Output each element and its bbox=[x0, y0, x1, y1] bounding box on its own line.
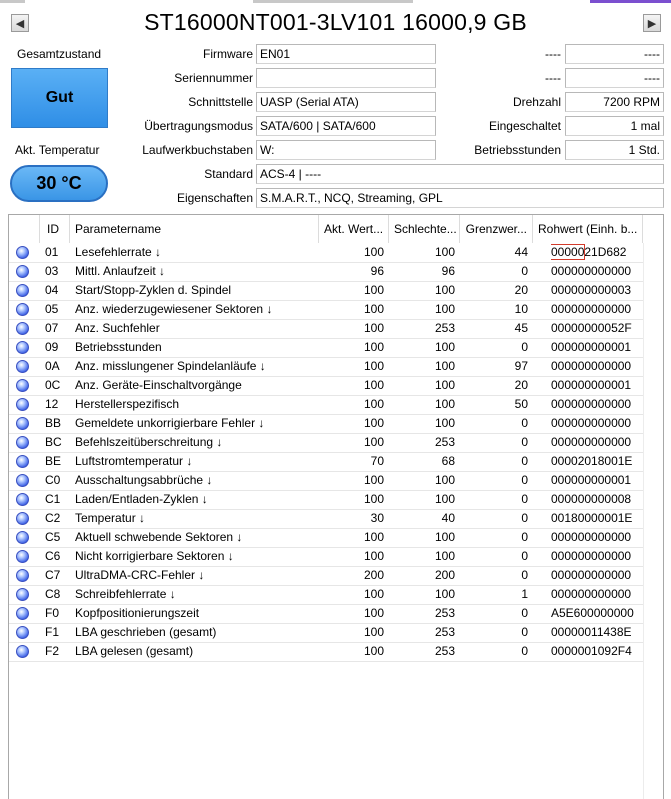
cell-name: Betriebsstunden bbox=[75, 340, 162, 354]
raw-value-text: 000000000008 bbox=[551, 492, 632, 506]
raw-value-rest: 21D682 bbox=[584, 245, 627, 259]
status-ok-icon bbox=[16, 303, 29, 316]
cell-threshold: 0 bbox=[521, 511, 528, 525]
cell-name: Aktuell schwebende Sektoren ↓ bbox=[75, 530, 243, 544]
status-ok-icon bbox=[16, 322, 29, 335]
raw-value-text: 000000000000 bbox=[551, 416, 632, 430]
table-row[interactable] bbox=[9, 471, 643, 491]
info-label-firmware: Firmware bbox=[203, 47, 253, 61]
info-field-power_count: 1 mal bbox=[565, 116, 664, 136]
cell-current: 100 bbox=[363, 625, 384, 639]
cell-raw bbox=[551, 281, 643, 300]
cell-threshold: 44 bbox=[514, 245, 528, 259]
temperature-label: Akt. Temperatur bbox=[15, 143, 100, 157]
column-header-threshold[interactable]: Grenzwer... bbox=[460, 215, 533, 243]
status-ok-icon bbox=[16, 360, 29, 373]
cell-name: Luftstromtemperatur ↓ bbox=[75, 454, 193, 468]
raw-value-text: 000000000003 bbox=[551, 283, 632, 297]
cell-worst: 100 bbox=[434, 302, 455, 316]
cell-current: 100 bbox=[363, 245, 384, 259]
cell-id: C8 bbox=[45, 587, 61, 601]
cell-current: 100 bbox=[363, 530, 384, 544]
raw-value-text: 000000000001 bbox=[551, 378, 632, 392]
status-ok-icon bbox=[16, 436, 29, 449]
cell-current: 100 bbox=[363, 644, 384, 658]
info-field-drive_letters: W: bbox=[256, 140, 436, 160]
cell-raw bbox=[551, 509, 643, 528]
cell-id: 07 bbox=[45, 321, 59, 335]
table-row[interactable] bbox=[9, 338, 643, 358]
column-header-name[interactable]: Parametername bbox=[70, 215, 319, 243]
standard-label: Standard bbox=[204, 167, 253, 181]
cell-raw bbox=[551, 338, 643, 357]
cell-id: F0 bbox=[45, 606, 60, 620]
cell-raw bbox=[551, 433, 643, 452]
cell-raw bbox=[551, 623, 643, 642]
cell-raw bbox=[551, 395, 643, 414]
raw-value-text: A5E600000000 bbox=[551, 606, 634, 620]
cell-worst: 100 bbox=[434, 587, 455, 601]
accent-bar-left bbox=[0, 0, 25, 3]
cell-name: Mittl. Anlaufzeit ↓ bbox=[75, 264, 166, 278]
raw-value-text: 00002018001E bbox=[551, 454, 633, 468]
cell-worst: 100 bbox=[434, 359, 455, 373]
status-ok-icon bbox=[16, 341, 29, 354]
column-header-raw[interactable]: Rohwert (Einh. b... bbox=[533, 215, 643, 243]
temperature-status-button[interactable]: 30 °C bbox=[10, 165, 108, 202]
cell-threshold: 0 bbox=[521, 492, 528, 506]
status-ok-icon bbox=[16, 588, 29, 601]
cell-id: C2 bbox=[45, 511, 61, 525]
accent-bar-right bbox=[590, 0, 671, 3]
table-row[interactable] bbox=[9, 395, 643, 415]
cell-current: 100 bbox=[363, 492, 384, 506]
cell-worst: 68 bbox=[441, 454, 455, 468]
info-field-rpm: 7200 RPM bbox=[565, 92, 664, 112]
cell-current: 100 bbox=[363, 416, 384, 430]
raw-value-text: 000000000000 bbox=[551, 435, 632, 449]
status-ok-icon bbox=[16, 417, 29, 430]
previous-disk-button[interactable] bbox=[11, 14, 29, 32]
cell-current: 100 bbox=[363, 359, 384, 373]
table-row[interactable] bbox=[9, 547, 643, 567]
cell-current: 100 bbox=[363, 473, 384, 487]
cell-raw bbox=[551, 604, 643, 623]
cell-name: Gemeldete unkorrigierbare Fehler ↓ bbox=[75, 416, 265, 430]
cell-name: UltraDMA-CRC-Fehler ↓ bbox=[75, 568, 205, 582]
cell-worst: 100 bbox=[434, 530, 455, 544]
cell-current: 100 bbox=[363, 302, 384, 316]
column-header-current[interactable]: Akt. Wert... bbox=[319, 215, 389, 243]
status-ok-icon bbox=[16, 455, 29, 468]
cell-id: 0C bbox=[45, 378, 61, 392]
health-status-button[interactable]: Gut bbox=[11, 68, 108, 128]
cell-raw bbox=[551, 243, 643, 262]
cell-threshold: 0 bbox=[521, 340, 528, 354]
cell-threshold: 1 bbox=[521, 587, 528, 601]
status-ok-icon bbox=[16, 246, 29, 259]
table-row[interactable] bbox=[9, 319, 643, 339]
raw-value-text: 000000000001 bbox=[551, 473, 632, 487]
cell-current: 200 bbox=[363, 568, 384, 582]
table-row[interactable] bbox=[9, 281, 643, 301]
cell-worst: 40 bbox=[441, 511, 455, 525]
cell-raw bbox=[551, 566, 643, 585]
table-row[interactable] bbox=[9, 262, 643, 282]
cell-raw bbox=[551, 490, 643, 509]
info-field-r2: ---- bbox=[565, 68, 664, 88]
raw-value-text: 000000000000 bbox=[551, 302, 632, 316]
cell-name: LBA geschrieben (gesamt) bbox=[75, 625, 217, 639]
cell-raw bbox=[551, 547, 643, 566]
raw-value-text: 00000000052F bbox=[551, 321, 632, 335]
cell-threshold: 0 bbox=[521, 644, 528, 658]
cell-raw bbox=[551, 528, 643, 547]
cell-name: Anz. wiederzugewiesener Sektoren ↓ bbox=[75, 302, 273, 316]
cell-threshold: 0 bbox=[521, 435, 528, 449]
cell-name: Anz. Geräte-Einschaltvorgänge bbox=[75, 378, 242, 392]
table-row[interactable] bbox=[9, 585, 643, 605]
cell-raw bbox=[551, 642, 643, 661]
status-ok-icon bbox=[16, 398, 29, 411]
table-row[interactable] bbox=[9, 566, 643, 586]
cell-worst: 100 bbox=[434, 378, 455, 392]
cell-worst: 200 bbox=[434, 568, 455, 582]
health-label: Gesamtzustand bbox=[17, 47, 102, 61]
features-field: S.M.A.R.T., NCQ, Streaming, GPL bbox=[256, 188, 664, 208]
cell-worst: 100 bbox=[434, 245, 455, 259]
column-header-id[interactable]: ID bbox=[40, 215, 70, 243]
accent-bar-mid bbox=[253, 0, 413, 3]
cell-name: Temperatur ↓ bbox=[75, 511, 146, 525]
cell-current: 100 bbox=[363, 378, 384, 392]
table-row[interactable] bbox=[9, 528, 643, 548]
cell-id: BC bbox=[45, 435, 62, 449]
info-label-r2: ---- bbox=[545, 71, 561, 85]
info-label-interface: Schnittstelle bbox=[188, 95, 253, 109]
status-ok-icon bbox=[16, 493, 29, 506]
info-field-serial bbox=[256, 68, 436, 88]
cell-threshold: 97 bbox=[514, 359, 528, 373]
cell-name: Schreibfehlerrate ↓ bbox=[75, 587, 176, 601]
info-field-interface: UASP (Serial ATA) bbox=[256, 92, 436, 112]
smart-attribute-table[interactable] bbox=[8, 214, 664, 799]
info-label-power_count: Eingeschaltet bbox=[488, 119, 561, 133]
raw-value-text: 000000000000 bbox=[551, 530, 632, 544]
status-ok-icon bbox=[16, 379, 29, 392]
info-label-hours: Betriebsstunden bbox=[474, 143, 561, 157]
status-ok-icon bbox=[16, 512, 29, 525]
cell-id: 03 bbox=[45, 264, 59, 278]
cell-worst: 100 bbox=[434, 473, 455, 487]
standard-field: ACS-4 | ---- bbox=[256, 164, 664, 184]
cell-worst: 100 bbox=[434, 340, 455, 354]
cell-name: Kopfpositionierungszeit bbox=[75, 606, 200, 620]
disk-title: ST16000NT001-3LV101 16000,9 GB bbox=[144, 9, 527, 35]
cell-raw bbox=[551, 357, 643, 376]
cell-raw bbox=[551, 319, 643, 338]
info-field-transfer: SATA/600 | SATA/600 bbox=[256, 116, 436, 136]
arrow-right-icon: ▶ bbox=[647, 17, 657, 30]
raw-value-text: 000000000000 bbox=[551, 568, 632, 582]
cell-threshold: 10 bbox=[514, 302, 528, 316]
arrow-left-icon: ◀ bbox=[15, 17, 25, 30]
cell-id: F1 bbox=[45, 625, 60, 639]
table-row[interactable] bbox=[9, 357, 643, 377]
status-ok-icon bbox=[16, 550, 29, 563]
info-label-drive_letters: Laufwerkbuchstaben bbox=[142, 143, 253, 157]
cell-raw bbox=[551, 452, 643, 471]
cell-id: 12 bbox=[45, 397, 59, 411]
cell-threshold: 0 bbox=[521, 606, 528, 620]
cell-threshold: 0 bbox=[521, 568, 528, 582]
cell-threshold: 50 bbox=[514, 397, 528, 411]
cell-current: 100 bbox=[363, 397, 384, 411]
cell-worst: 253 bbox=[434, 625, 455, 639]
info-label-rpm: Drehzahl bbox=[512, 95, 561, 109]
table-row[interactable] bbox=[9, 642, 643, 662]
cell-current: 30 bbox=[370, 511, 384, 525]
cell-worst: 100 bbox=[434, 492, 455, 506]
raw-value-text: 000000000000 bbox=[551, 397, 632, 411]
table-row[interactable] bbox=[9, 433, 643, 453]
table-right-divider bbox=[643, 243, 644, 799]
cell-threshold: 0 bbox=[521, 416, 528, 430]
cell-worst: 100 bbox=[434, 549, 455, 563]
cell-current: 70 bbox=[370, 454, 384, 468]
info-field-hours: 1 Std. bbox=[565, 140, 664, 160]
cell-current: 96 bbox=[370, 264, 384, 278]
cell-name: Ausschaltungsabbrüche ↓ bbox=[75, 473, 213, 487]
cell-worst: 253 bbox=[434, 644, 455, 658]
cell-raw bbox=[551, 300, 643, 319]
cell-name: Anz. misslungener Spindelanläufe ↓ bbox=[75, 359, 266, 373]
cell-name: Start/Stopp-Zyklen d. Spindel bbox=[75, 283, 232, 297]
raw-value-text: 0000001092F4 bbox=[551, 644, 632, 658]
cell-threshold: 45 bbox=[514, 321, 528, 335]
table-row[interactable] bbox=[9, 509, 643, 529]
info-field-firmware: EN01 bbox=[256, 44, 436, 64]
table-row[interactable] bbox=[9, 623, 643, 643]
cell-worst: 253 bbox=[434, 606, 455, 620]
raw-value-text: 000000000000 bbox=[551, 359, 632, 373]
cell-name: Befehlszeitüberschreitung ↓ bbox=[75, 435, 223, 449]
cell-name: Anz. Suchfehler bbox=[75, 321, 160, 335]
raw-value-text: 000000000000 bbox=[551, 549, 632, 563]
cell-threshold: 20 bbox=[514, 378, 528, 392]
status-ok-icon bbox=[16, 607, 29, 620]
cell-current: 100 bbox=[363, 340, 384, 354]
cell-current: 100 bbox=[363, 606, 384, 620]
info-label-r1: ---- bbox=[545, 47, 561, 61]
cell-name: LBA gelesen (gesamt) bbox=[75, 644, 194, 658]
cell-worst: 96 bbox=[441, 264, 455, 278]
table-row[interactable] bbox=[9, 452, 643, 472]
status-ok-icon bbox=[16, 265, 29, 278]
status-ok-icon bbox=[16, 284, 29, 297]
column-header-worst[interactable]: Schlechte... bbox=[389, 215, 460, 243]
cell-current: 100 bbox=[363, 283, 384, 297]
cell-name: Herstellerspezifisch bbox=[75, 397, 180, 411]
status-ok-icon bbox=[16, 569, 29, 582]
cell-name: Laden/Entladen-Zyklen ↓ bbox=[75, 492, 208, 506]
cell-id: 09 bbox=[45, 340, 59, 354]
cell-current: 100 bbox=[363, 435, 384, 449]
info-field-r1: ---- bbox=[565, 44, 664, 64]
cell-id: BB bbox=[45, 416, 62, 430]
table-row[interactable] bbox=[9, 243, 643, 263]
cell-name: Lesefehlerrate ↓ bbox=[75, 245, 162, 259]
raw-value-highlight: 00000 bbox=[551, 245, 585, 259]
raw-value-text: 000000000000 bbox=[551, 587, 632, 601]
table-row[interactable] bbox=[9, 490, 643, 510]
cell-threshold: 0 bbox=[521, 454, 528, 468]
cell-worst: 100 bbox=[434, 397, 455, 411]
cell-id: 05 bbox=[45, 302, 59, 316]
cell-worst: 100 bbox=[434, 283, 455, 297]
cell-id: C6 bbox=[45, 549, 61, 563]
cell-id: C5 bbox=[45, 530, 61, 544]
cell-worst: 253 bbox=[434, 435, 455, 449]
cell-threshold: 0 bbox=[521, 530, 528, 544]
table-row[interactable] bbox=[9, 604, 643, 624]
table-row[interactable] bbox=[9, 300, 643, 320]
cell-id: BE bbox=[45, 454, 62, 468]
cell-current: 100 bbox=[363, 587, 384, 601]
status-ok-icon bbox=[16, 531, 29, 544]
status-ok-icon bbox=[16, 645, 29, 658]
cell-raw bbox=[551, 585, 643, 604]
cell-raw bbox=[551, 262, 643, 281]
table-row[interactable] bbox=[9, 376, 643, 396]
cell-threshold: 0 bbox=[521, 549, 528, 563]
cell-id: C0 bbox=[45, 473, 61, 487]
info-label-serial: Seriennummer bbox=[174, 71, 253, 85]
cell-raw bbox=[551, 471, 643, 490]
cell-threshold: 0 bbox=[521, 473, 528, 487]
info-label-transfer: Übertragungsmodus bbox=[144, 119, 253, 133]
column-header-icon[interactable] bbox=[9, 215, 40, 243]
raw-value-text: 00000011438E bbox=[551, 625, 632, 639]
cell-threshold: 0 bbox=[521, 625, 528, 639]
status-ok-icon bbox=[16, 626, 29, 639]
cell-worst: 253 bbox=[434, 321, 455, 335]
raw-value-text: 000000000001 bbox=[551, 340, 632, 354]
cell-worst: 100 bbox=[434, 416, 455, 430]
cell-threshold: 20 bbox=[514, 283, 528, 297]
cell-raw bbox=[551, 376, 643, 395]
raw-value-text: 000000000000 bbox=[551, 264, 632, 278]
features-label: Eigenschaften bbox=[176, 191, 253, 205]
table-row[interactable] bbox=[9, 414, 643, 434]
cell-id: 04 bbox=[45, 283, 59, 297]
cell-raw bbox=[551, 414, 643, 433]
status-ok-icon bbox=[16, 474, 29, 487]
cell-name: Nicht korrigierbare Sektoren ↓ bbox=[75, 549, 234, 563]
next-disk-button[interactable] bbox=[643, 14, 661, 32]
cell-id: 0A bbox=[45, 359, 60, 373]
cell-id: F2 bbox=[45, 644, 60, 658]
cell-threshold: 0 bbox=[521, 264, 528, 278]
raw-value-text: 00180000001E bbox=[551, 511, 633, 525]
cell-id: C7 bbox=[45, 568, 61, 582]
cell-id: 01 bbox=[45, 245, 59, 259]
cell-current: 100 bbox=[363, 321, 384, 335]
cell-id: C1 bbox=[45, 492, 61, 506]
cell-current: 100 bbox=[363, 549, 384, 563]
